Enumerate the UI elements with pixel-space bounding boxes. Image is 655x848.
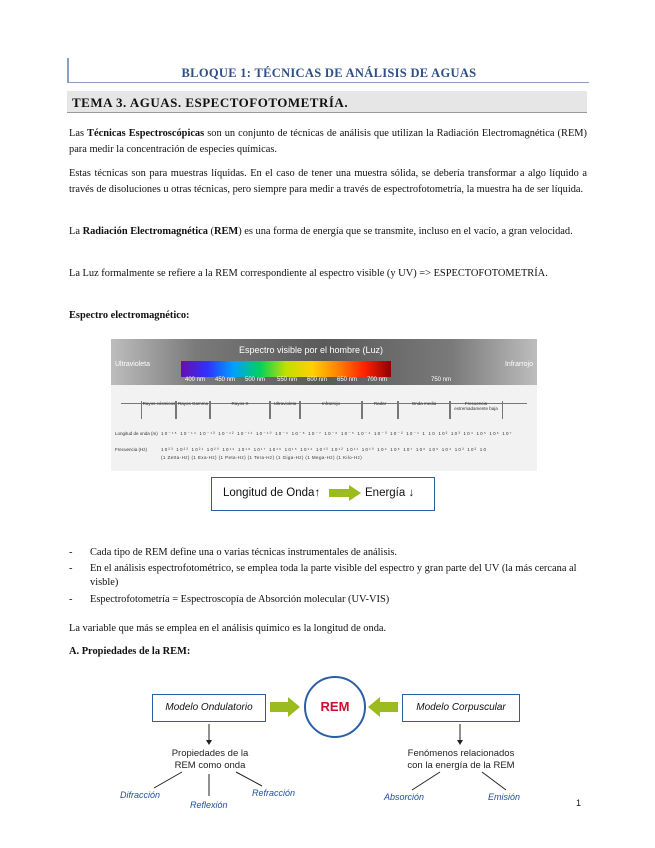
leaf-refraccion: Refracción <box>252 788 296 798</box>
p1-post: son un conjunto de técnicas de análisis que utilizan la Radiación Electromagnética (REM) para medir la concentración de especies químicas. <box>69 128 587 155</box>
uv-label: Ultravioleta <box>115 361 151 368</box>
rem-properties-diagram <box>112 674 542 824</box>
rainbow-gradient <box>181 361 391 377</box>
bullet-text: Espectrofotometría = Espectroscopía de Absorción molecular (UV-VIS) <box>90 594 390 605</box>
wave-properties-line: REM como onda <box>174 760 246 771</box>
band-uv: Ultravioleta <box>269 401 301 419</box>
band-cosmic: Rayos cósmicos <box>141 401 177 419</box>
wave-properties-text <box>150 748 270 772</box>
nm-tick: 600 nm <box>307 377 328 383</box>
bullet-dash: - <box>69 547 73 558</box>
bullet-dash: - <box>69 563 73 574</box>
list-item <box>69 546 587 560</box>
wavelength-up-label: Longitud de Onda↑ <box>223 487 321 499</box>
band-onda-media: Onda media <box>397 401 451 419</box>
nm-tick: 500 nm <box>245 377 266 383</box>
band-gamma: Rayos Gamma <box>175 401 211 419</box>
paragraph-liquid-samples: Estas técnicas son para muestras líquidas. En el caso de tener una muestra sólida, se debería transformar a algo líquido a través de disoluciones u otras técnicas, pero siempre para medir a través de espectrofotometría, la muestra ha de ser líquida. <box>69 168 587 195</box>
right-arrow-icon <box>329 485 361 501</box>
nm-tick: 750 nm <box>431 377 452 383</box>
spectrum-scale <box>111 389 537 471</box>
p3-bold1: Radiación Electromagnética <box>82 226 208 237</box>
frequency-row: 10²³ 10²² 10²¹ 10²⁰ 10¹⁹ 10¹⁸ 10¹⁷ 10¹⁶ 10¹⁵ 10¹⁴ 10¹³ 10¹² 10¹¹ 10¹⁰ 10⁹ 10⁸ 10⁷ 10⁶ 10⁵ 10⁴ 10³ 10² 10 <box>161 447 488 452</box>
frequency-row-label: Frecuencia (Hz) <box>115 447 148 452</box>
list-item <box>69 562 587 590</box>
energy-phenomena-line: Fenómenos relacionados <box>407 748 515 759</box>
tema-heading-bar <box>67 91 587 113</box>
wave-properties-line: Propiedades de la <box>171 748 249 759</box>
nm-tick: 450 nm <box>215 377 236 383</box>
band-radar: Radar <box>361 401 399 419</box>
spectrum-title: Espectro visible por el hombre (Luz) <box>238 345 384 355</box>
paragraph-wavelength-variable: La variable que más se emplea en el análisis químico es la longitud de onda. <box>69 623 387 634</box>
bullet-dash: - <box>69 594 73 605</box>
page-number: 1 <box>576 798 582 808</box>
leaf-reflexion: Reflexión <box>190 800 228 810</box>
frequency-units-row: (1 Zetta-Hz) (1 Exa-Hz) (1 Peta-Hz) (1 Tera-Hz) (1 Giga-Hz) (1 Mega-Hz) (1 Kilo-Hz) <box>161 455 363 460</box>
p1-pre: Las <box>69 128 88 139</box>
wavelength-energy-box <box>211 477 435 511</box>
bullet-text: En el análisis espectrofotométrico, se emplea toda la parte visible del espectro y gran parte del UV (la más cercana al visble) <box>90 563 577 588</box>
tema-title: TEMA 3. AGUAS. ESPECTOFOTOMETRÍA. <box>72 95 349 110</box>
band-xray: Rayos X <box>209 401 271 419</box>
bullet-text: Cada tipo de REM define una o varias técnicas instrumentales de análisis. <box>90 547 398 558</box>
rem-circle: REM <box>304 676 366 738</box>
p1-bold: Técnicas Espectroscópicas <box>87 128 205 139</box>
visible-spectrum-band <box>111 339 537 385</box>
p3-mid: ( <box>207 226 214 237</box>
nm-ticks <box>181 377 461 385</box>
spectrum-heading: Espectro electromagnético: <box>69 310 190 321</box>
ir-label: Infrarrojo <box>504 361 533 368</box>
wave-model-box: Modelo Ondulatorio <box>152 694 266 722</box>
block-title-bar <box>67 58 589 83</box>
corpuscular-model-box: Modelo Corpuscular <box>402 694 520 722</box>
band-low-frequency: Frecuencia extremadamente baja <box>449 401 503 419</box>
energy-down-label: Energía ↓ <box>365 487 415 499</box>
wavelength-row-label: Longitud de onda (m) <box>115 431 158 436</box>
list-item <box>69 593 587 607</box>
paragraph-light: La Luz formalmente se refiere a la REM correspondiente al espectro visible (y UV) => ESPECTOFOTOMETRÍA. <box>69 268 548 279</box>
p3-pre: La <box>69 226 83 237</box>
energy-phenomena-line: con la energía de la REM <box>407 760 515 771</box>
p3-bold2: REM <box>213 226 239 237</box>
wavelength-row: 10⁻¹⁵ 10⁻¹⁴ 10⁻¹³ 10⁻¹² 10⁻¹¹ 10⁻¹⁰ 10⁻⁹ 10⁻⁸ 10⁻⁷ 10⁻⁶ 10⁻⁵ 10⁻⁴ 10⁻³ 10⁻² 10⁻¹ 1 10 10² 10³ 10⁴ 10⁵ 10⁶ 10⁷ <box>161 431 513 436</box>
electromagnetic-spectrum-figure <box>111 339 537 471</box>
section-a-heading: A. Propiedades de la REM: <box>69 646 191 657</box>
leaf-absorcion: Absorción <box>384 792 425 802</box>
nm-tick: 700 nm <box>367 377 388 383</box>
nm-tick: 400 nm <box>185 377 206 383</box>
nm-tick: 550 nm <box>277 377 298 383</box>
energy-phenomena-text <box>386 748 536 772</box>
paragraph-intro <box>69 126 587 157</box>
nm-tick: 650 nm <box>337 377 358 383</box>
band-ir: Infrarrojo <box>299 401 363 419</box>
leaf-difraccion: Difracción <box>120 790 161 800</box>
block-title: BLOQUE 1: TÉCNICAS DE ANÁLISIS DE AGUAS <box>181 66 477 80</box>
paragraph-rem-definition <box>69 224 587 240</box>
p3-post: ) es una forma de energía que se transmite, incluso en el vacío, a gran velocidad. <box>238 226 573 237</box>
leaf-emision: Emisión <box>488 792 521 802</box>
